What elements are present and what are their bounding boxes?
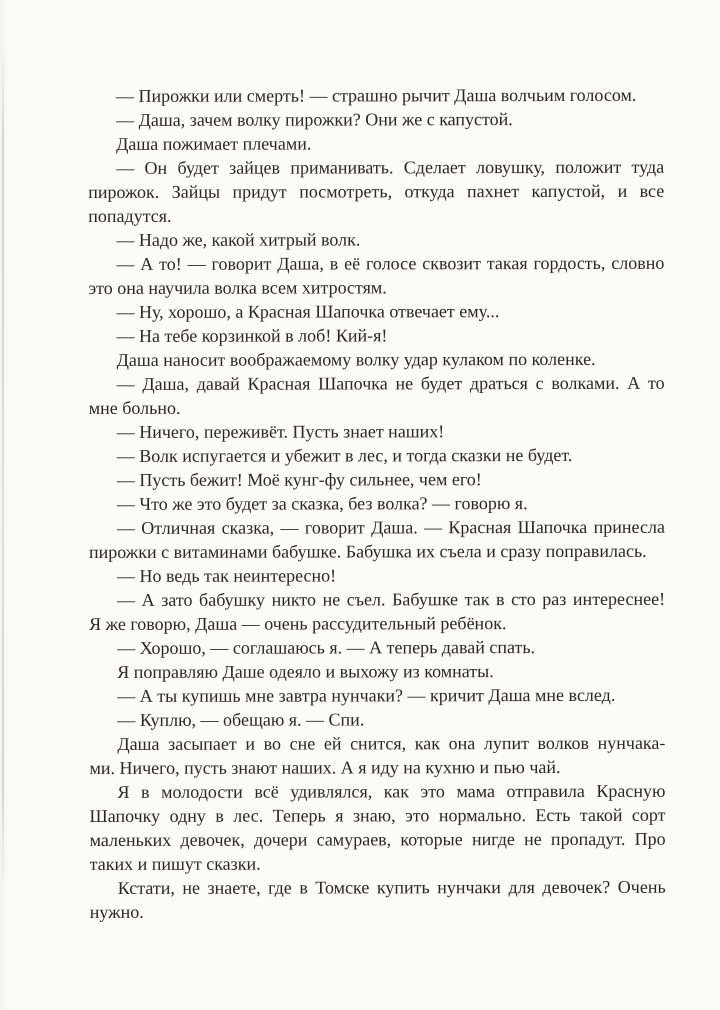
text-line: пирожок. Зайцы придут посмотреть, откуда пахнет капустой, и все (88, 180, 665, 202)
text-line: нужно. (89, 901, 144, 922)
text-line: — Что же это будет за сказка, без волка? — говорю я. (116, 493, 528, 514)
paragraph (89, 347, 665, 372)
paragraph (89, 563, 665, 588)
paragraph (88, 131, 664, 156)
paragraph (89, 491, 665, 516)
paragraph (89, 323, 665, 348)
paragraph (90, 875, 666, 924)
text-line: — Пирожки или смерть! — страшно рычит Даша волчьим голосом. (116, 84, 637, 106)
paragraph (89, 587, 665, 636)
text-line: — Отличная сказка, — говорит Даша. — Красная Шапочка принесла (116, 516, 665, 538)
text-line: Я в молодости всё удивлялся, как это мама отправила Красную (117, 780, 666, 802)
paragraph (89, 731, 665, 780)
paragraph (89, 371, 665, 420)
text-line: — А ты купишь мне завтра нунчаки? — кричит Даша мне вслед. (117, 684, 616, 706)
paragraph (89, 635, 665, 660)
paragraph (89, 467, 665, 492)
text-line: Даша наносит воображаемому волку удар кулаком по коленке. (116, 348, 596, 370)
text-line: Шапочку одну в лес. Теперь я знаю, это нормально. Есть такой сорт (89, 804, 666, 826)
paragraph (89, 707, 665, 732)
text-line: мне больно. (88, 397, 181, 418)
paragraph (88, 155, 664, 228)
text-line: — Хорошо, — соглашаюсь я. — А теперь давай спать. (117, 637, 536, 658)
text-line: это она научила волка всем хитростям. (88, 277, 387, 298)
text-line: — А зато бабушку никто не съел. Бабушке так в сто раз интереснее! (117, 588, 666, 610)
text-line: — Он будет зайцев приманивать. Сделает ловушку, положит туда (116, 156, 665, 178)
text-line: ми. Ничего, пусть знают наших. А я иду на кухню и пью чай. (89, 757, 561, 778)
text-line: Кстати, не знаете, где в Томске купить нунчаки для девочек? Очень (117, 876, 666, 898)
text-line: — Волк испугается и убежит в лес, и тогда сказки не будет. (116, 444, 573, 466)
page-text-block (88, 83, 666, 924)
text-line: Я поправляю Даше одеяло и выхожу из комнаты. (117, 661, 494, 682)
text-line: — Но ведь так неинтересно! (117, 565, 337, 586)
text-line: Даша пожимает плечами. (116, 133, 312, 154)
text-line: таких и пишут сказки. (89, 853, 261, 874)
text-line: — Пусть бежит! Моё кунг-фу сильнее, чем его! (116, 469, 482, 490)
text-line: — Ничего, переживёт. Пусть знает наших! (116, 421, 445, 442)
paragraph (89, 515, 665, 564)
text-line: — Даша, зачем волку пирожки? Они же с капустой. (116, 109, 513, 130)
text-line: — Даша, давай Красная Шапочка не будет драться с волками. А то (116, 372, 665, 394)
text-line: — А то! — говорит Даша, в её голосе сквозит такая гордость, словно (116, 252, 665, 274)
paragraph (89, 683, 665, 708)
paragraph (89, 779, 665, 876)
paragraph (88, 107, 664, 132)
paragraph (89, 419, 665, 444)
text-line: пирожки с витаминами бабушке. Бабушка их съела и сразу поправилась. (88, 540, 647, 562)
text-line: Я же говорю, Даша — очень рассудительный ребёнок. (89, 613, 507, 634)
paragraph (88, 251, 664, 300)
text-line: Даша засыпает и во сне ей снится, как она лупит волков нунчака- (117, 732, 666, 754)
paragraph (88, 299, 664, 324)
paragraph (89, 659, 665, 684)
text-line: маленьких девочек, дочери самураев, которые нигде не пропадут. Про (89, 828, 666, 850)
paragraph (88, 83, 664, 108)
page-edge-line (2, 48, 4, 888)
text-line: — Куплю, — обещаю я. — Спи. (117, 709, 365, 730)
text-line: — Надо же, какой хитрый волк. (116, 229, 361, 250)
paragraph (88, 227, 664, 252)
paragraph (89, 443, 665, 468)
text-line: — На тебе корзинкой в лоб! Кий-я! (116, 325, 388, 346)
text-line: попадутся. (88, 205, 172, 226)
text-line: — Ну, хорошо, а Красная Шапочка отвечает ему... (116, 301, 500, 322)
